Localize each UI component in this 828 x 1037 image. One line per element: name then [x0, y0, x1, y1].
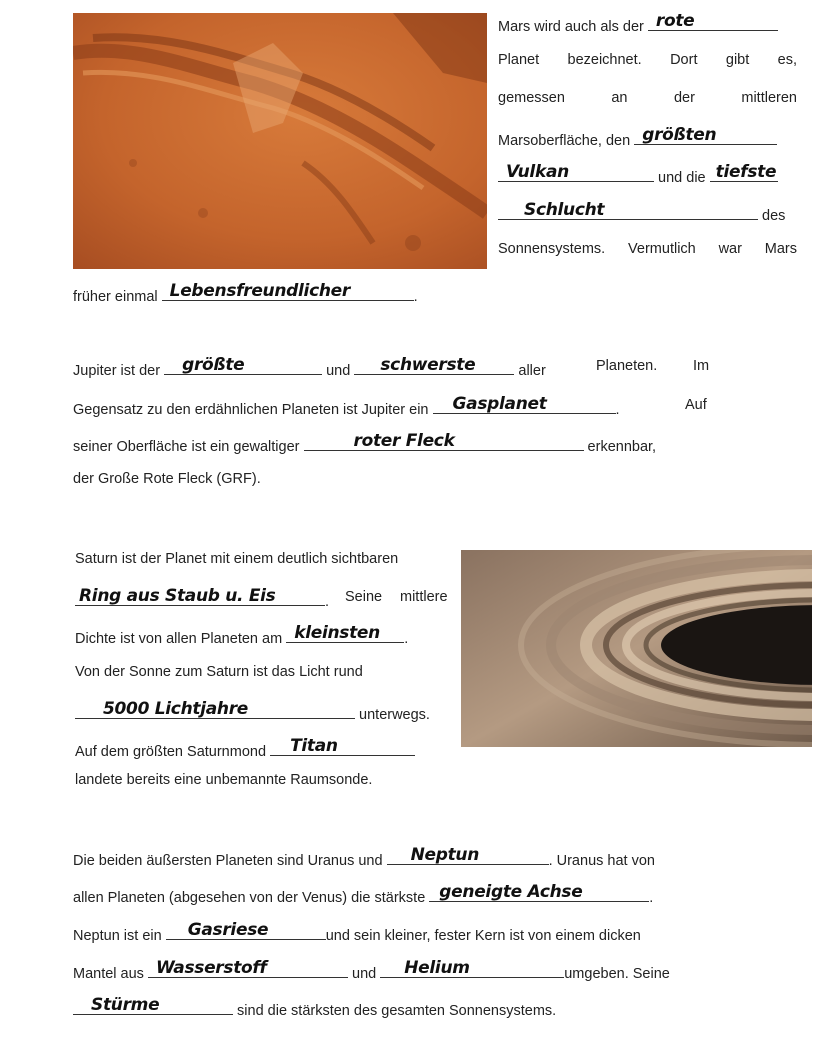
mars-surface-image — [73, 13, 487, 269]
handwritten-answer: geneigte Achse — [439, 882, 583, 902]
jupiter-line-2: Gegensatz zu den erdähnlichen Planeten ist Jupiter ein Gasplanet . Auf — [73, 394, 707, 418]
handwritten-answer: größte — [182, 355, 245, 375]
handwritten-answer: Lebensfreundlicher — [169, 281, 350, 301]
handwritten-answer: Vulkan — [506, 162, 569, 182]
outer-line-5: Stürme sind die stärksten des gesamten Sonnensystems. — [73, 998, 556, 1019]
answer-blank[interactable] — [354, 355, 514, 375]
handwritten-answer: rote — [655, 11, 695, 31]
handwritten-answer: Ring aus Staub u. Eis — [79, 586, 276, 606]
saturn-line-3: Dichte ist von allen Planeten am kleinsten . — [75, 623, 409, 647]
answer-blank[interactable] — [498, 200, 758, 220]
answer-blank[interactable] — [380, 958, 564, 978]
handwritten-answer: 5000 Lichtjahre — [103, 699, 249, 719]
mars-line-4: Marsoberfläche, den größten — [498, 128, 777, 149]
answer-blank[interactable] — [304, 431, 584, 451]
answer-blank[interactable] — [270, 736, 415, 756]
answer-blank[interactable] — [710, 162, 778, 182]
handwritten-answer: roter Fleck — [353, 431, 455, 451]
saturn-rings-image — [461, 550, 812, 747]
mars-line-1: Mars wird auch als der rote — [498, 14, 778, 35]
answer-blank[interactable] — [634, 125, 777, 145]
answer-blank[interactable] — [75, 699, 355, 719]
handwritten-answer: größten — [642, 125, 717, 145]
handwritten-answer: schwerste — [380, 355, 476, 375]
mars-line-7: Sonnensystems. Vermutlich war Mars — [498, 241, 797, 257]
handwritten-answer: Stürme — [91, 995, 160, 1015]
outer-line-3: Neptun ist ein Gasriese und sein kleiner, fester Kern ist von einem dicken — [73, 920, 641, 944]
saturn-line-4: Von der Sonne zum Saturn ist das Licht rund — [75, 664, 363, 680]
saturn-line-5: 5000 Lichtjahre unterwegs. — [75, 702, 430, 723]
mars-line-2: Planet bezeichnet. Dort gibt es, — [498, 52, 797, 68]
answer-blank[interactable] — [429, 882, 649, 902]
saturn-line-1: Saturn ist der Planet mit einem deutlich sichtbaren — [75, 551, 399, 567]
answer-blank[interactable] — [73, 995, 233, 1015]
mars-line-3: gemessen an der mittleren — [498, 90, 797, 106]
outer-line-1: Die beiden äußersten Planeten sind Uranus und Neptun . Uranus hat von — [73, 845, 655, 869]
mars-line-8: früher einmal Lebensfreundlicher . — [73, 281, 418, 305]
answer-blank[interactable] — [148, 958, 348, 978]
jupiter-line-1: Jupiter ist der größte und schwerste aller Planeten. Im — [73, 355, 710, 379]
handwritten-answer: Helium — [404, 958, 470, 978]
answer-blank[interactable] — [387, 845, 549, 865]
handwritten-answer: Gasplanet — [452, 394, 547, 414]
mars-line-5: Vulkan und die tiefste — [498, 165, 778, 186]
handwritten-answer: tiefste — [715, 162, 777, 182]
answer-blank[interactable] — [286, 623, 404, 643]
handwritten-answer: Schlucht — [524, 200, 605, 220]
outer-line-4: Mantel aus Wasserstoff und Helium umgeben. Seine — [73, 958, 670, 982]
handwritten-answer: kleinsten — [294, 623, 380, 643]
saturn-line-7: landete bereits eine unbemannte Raumsonde. — [75, 772, 373, 788]
handwritten-answer: Titan — [290, 736, 338, 756]
answer-blank[interactable] — [433, 394, 616, 414]
saturn-line-2: Ring aus Staub u. Eis . Seine mittlere — [75, 589, 454, 610]
jupiter-line-3: seiner Oberfläche ist ein gewaltiger roter Fleck erkennbar, — [73, 431, 657, 455]
answer-blank[interactable] — [498, 162, 654, 182]
answer-blank[interactable] — [166, 920, 326, 940]
answer-blank[interactable] — [164, 355, 322, 375]
mars-line-6: Schlucht des — [498, 203, 785, 224]
handwritten-answer: Wasserstoff — [155, 958, 267, 978]
outer-line-2: allen Planeten (abgesehen von der Venus) die stärkste geneigte Achse . — [73, 882, 654, 906]
answer-blank[interactable] — [162, 281, 414, 301]
handwritten-answer: Neptun — [410, 845, 480, 865]
handwritten-answer: Gasriese — [187, 920, 269, 940]
answer-blank[interactable] — [648, 11, 778, 31]
saturn-line-6: Auf dem größten Saturnmond Titan — [75, 739, 415, 760]
jupiter-line-4: der Große Rote Fleck (GRF). — [73, 471, 261, 487]
